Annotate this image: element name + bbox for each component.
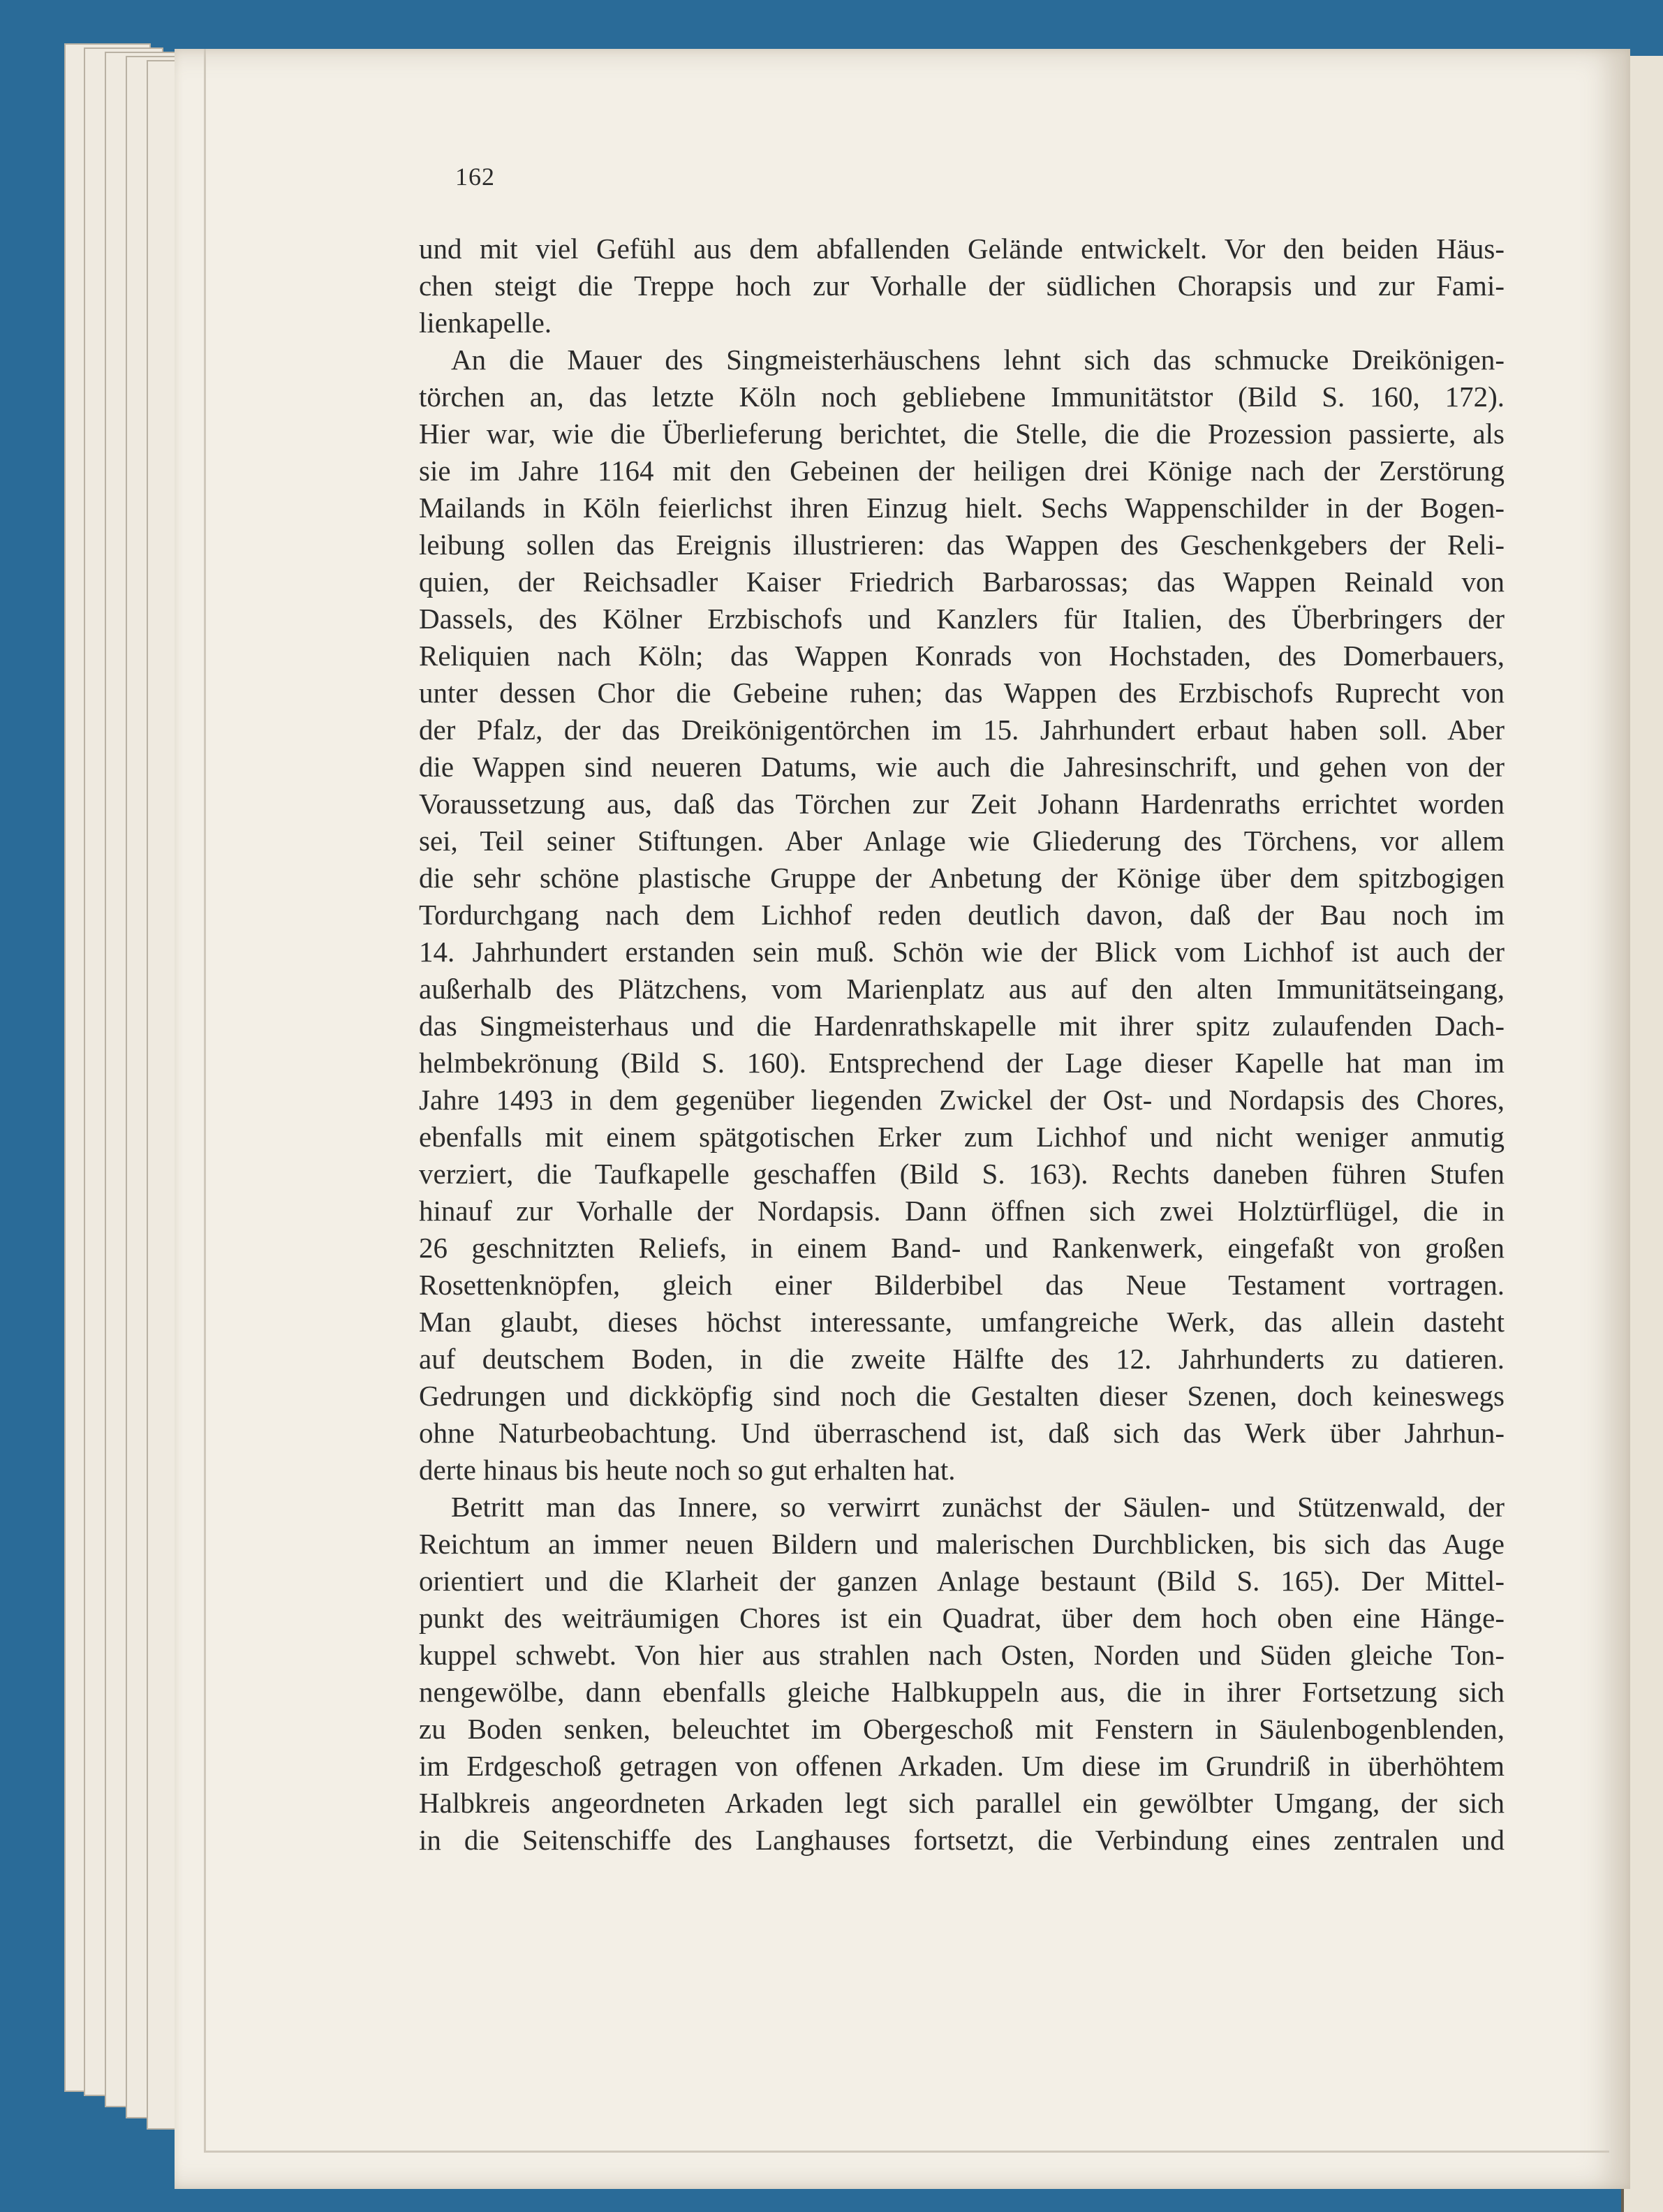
- text-line: 26 geschnitzten Reliefs, in einem Band- und Rankenwerk, eingefaßt von großen: [419, 1232, 1505, 1264]
- text-line: helmbekrönung (Bild S. 160). Entsprechend der Lage dieser Kapelle hat man im: [419, 1047, 1505, 1079]
- text-line: außerhalb des Plätzchens, vom Marienplatz aus auf den alten Immunitätseingang,: [419, 973, 1505, 1005]
- text-line: unter dessen Chor die Gebeine ruhen; das Wappen des Erzbischofs Ruprecht von: [419, 677, 1505, 709]
- text-line: Hier war, wie die Überlieferung berichtet, die Stelle, die die Prozession passierte, als: [419, 418, 1505, 450]
- text-line: Voraussetzung aus, daß das Törchen zur Zeit Johann Hardenraths errichtet worden: [419, 788, 1505, 820]
- text-line: auf deutschem Boden, in die zweite Hälfte des 12. Jahrhunderts zu datieren.: [419, 1343, 1505, 1375]
- text-line: Betritt man das Innere, so verwirrt zunächst der Säulen- und Stützenwald, der: [451, 1491, 1505, 1523]
- text-line: nengewölbe, dann ebenfalls gleiche Halbkuppeln aus, die in ihrer Fortsetzung sich: [419, 1676, 1505, 1708]
- text-line: punkt des weiträumigen Chores ist ein Quadrat, über dem hoch oben eine Hänge-: [419, 1602, 1505, 1634]
- text-line: törchen an, das letzte Köln noch gebliebene Immunitätstor (Bild S. 160, 172).: [419, 381, 1505, 413]
- text-line: Reichtum an immer neuen Bildern und malerischen Durchblicken, bis sich das Auge: [419, 1528, 1505, 1560]
- text-line: ebenfalls mit einem spätgotischen Erker zum Lichhof und nicht weniger anmutig: [419, 1121, 1505, 1153]
- text-line: sie im Jahre 1164 mit den Gebeinen der heiligen drei Könige nach der Zerstörung: [419, 455, 1505, 487]
- body-text: [419, 230, 1505, 1859]
- text-line: kuppel schwebt. Von hier aus strahlen nach Osten, Norden und Süden gleiche Ton-: [419, 1639, 1505, 1671]
- text-line: und mit viel Gefühl aus dem abfallenden Gelände entwickelt. Vor den beiden Häus-: [419, 233, 1505, 265]
- text-line: 14. Jahrhundert erstanden sein muß. Schön wie der Blick vom Lichhof ist auch der: [419, 936, 1505, 968]
- text-line: quien, der Reichsadler Kaiser Friedrich Barbarossas; das Wappen Reinald von: [419, 566, 1505, 598]
- text-line: Reliquien nach Köln; das Wappen Konrads von Hochstaden, des Domerbauers,: [419, 640, 1505, 672]
- text-line: orientiert und die Klarheit der ganzen Anlage bestaunt (Bild S. 165). Der Mittel-: [419, 1565, 1505, 1597]
- text-line: Man glaubt, dieses höchst interessante, umfangreiche Werk, das allein dasteht: [419, 1306, 1505, 1338]
- text-line: leibung sollen das Ereignis illustrieren: das Wappen des Geschenkgebers der Reli-: [419, 529, 1505, 561]
- text-line: der Pfalz, der das Dreikönigentörchen im 15. Jahrhundert erbaut haben soll. Aber: [419, 714, 1505, 746]
- text-line: Tordurchgang nach dem Lichhof reden deutlich davon, daß der Bau noch im: [419, 899, 1505, 931]
- text-line: Dassels, des Kölner Erzbischofs und Kanzlers für Italien, des Überbringers der: [419, 603, 1505, 635]
- text-line: ohne Naturbeobachtung. Und überraschend ist, daß sich das Werk über Jahrhun-: [419, 1417, 1505, 1449]
- text-line: Jahre 1493 in dem gegenüber liegenden Zwickel der Ost- und Nordapsis des Chores,: [419, 1084, 1505, 1116]
- text-line: Gedrungen und dickköpfig sind noch die Gestalten dieser Szenen, doch keineswegs: [419, 1380, 1505, 1412]
- text-line: verziert, die Taufkapelle geschaffen (Bild S. 163). Rechts daneben führen Stufen: [419, 1158, 1505, 1190]
- text-line: die Wappen sind neueren Datums, wie auch die Jahresinschrift, und gehen von der: [419, 751, 1505, 783]
- text-line: Rosettenknöpfen, gleich einer Bilderbibel das Neue Testament vortragen.: [419, 1269, 1505, 1301]
- text-line: hinauf zur Vorhalle der Nordapsis. Dann öffnen sich zwei Holztürflügel, die in: [419, 1195, 1505, 1227]
- text-line: sei, Teil seiner Stiftungen. Aber Anlage wie Gliederung des Törchens, vor allem: [419, 825, 1505, 857]
- page-number: 162: [455, 163, 495, 191]
- text-line: Halbkreis angeordneten Arkaden legt sich parallel ein gewölbter Umgang, der sich: [419, 1787, 1505, 1819]
- text-line: zu Boden senken, beleuchtet im Obergeschoß mit Fenstern in Säulenbogenblenden,: [419, 1713, 1505, 1745]
- text-line: das Singmeisterhaus und die Hardenrathskapelle mit ihrer spitz zulaufenden Dach-: [419, 1010, 1505, 1042]
- text-line: An die Mauer des Singmeisterhäuschens lehnt sich das schmucke Dreikönigen-: [451, 344, 1505, 376]
- text-line: die sehr schöne plastische Gruppe der Anbetung der Könige über dem spitzbogigen: [419, 862, 1505, 894]
- text-line: im Erdgeschoß getragen von offenen Arkaden. Um diese im Grundriß in überhöhtem: [419, 1750, 1505, 1782]
- text-line: derte hinaus bis heute noch so gut erhalten hat.: [419, 1454, 956, 1486]
- text-line: Mailands in Köln feierlichst ihren Einzug hielt. Sechs Wappenschilder in der Bogen-: [419, 492, 1505, 524]
- text-line: in die Seitenschiffe des Langhauses fortsetzt, die Verbindung eines zentralen und: [419, 1824, 1505, 1856]
- text-line: lienkapelle.: [419, 307, 552, 339]
- text-line: chen steigt die Treppe hoch zur Vorhalle der südlichen Chorapsis und zur Fami-: [419, 270, 1505, 302]
